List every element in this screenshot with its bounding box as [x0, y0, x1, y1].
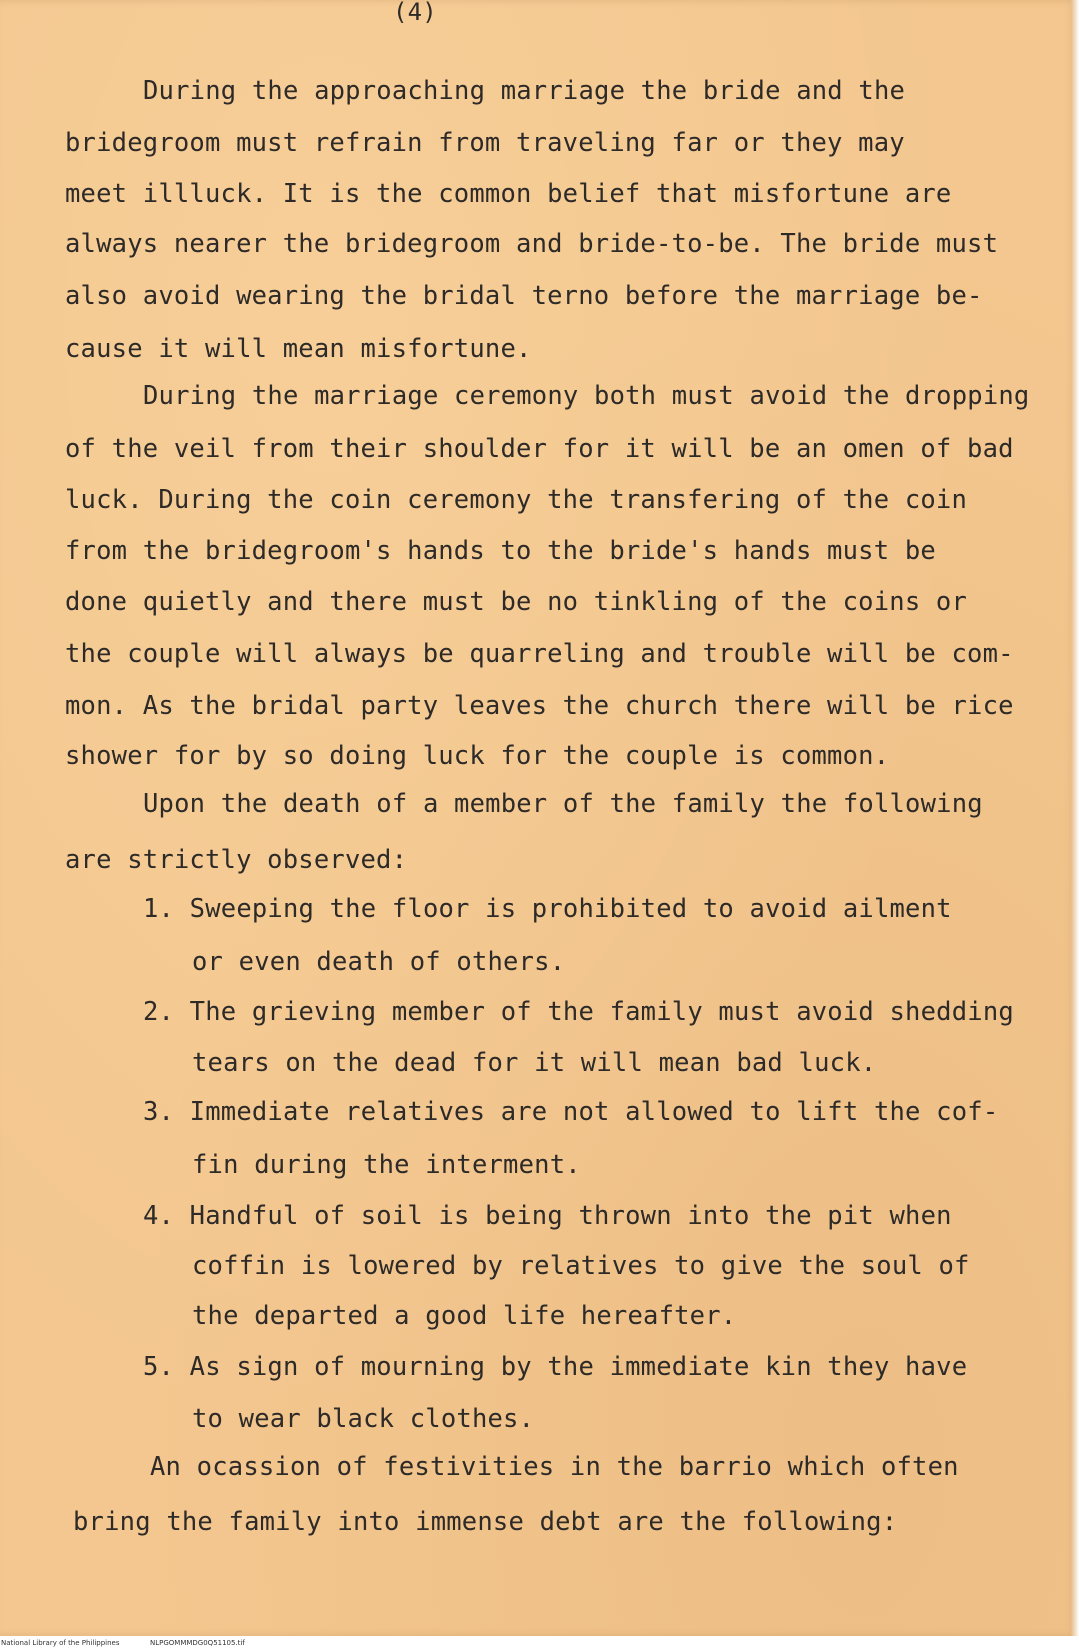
- text-line: of the veil from their shoulder for it will be an omen of bad: [65, 434, 1014, 464]
- text-line: meet illluck. It is the common belief that misfortune are: [65, 179, 952, 209]
- list-item: 3. Immediate relatives are not allowed to lift the cof-: [143, 1097, 999, 1127]
- text-line: During the marriage ceremony both must avoid the dropping: [143, 381, 1030, 411]
- text-line: from the bridegroom's hands to the bride's hands must be: [65, 536, 936, 566]
- list-item: 4. Handful of soil is being thrown into the pit when: [143, 1201, 952, 1231]
- list-item-continuation: the departed a good life hereafter.: [192, 1301, 737, 1331]
- text-line: Upon the death of a member of the family the following: [143, 789, 983, 819]
- list-item: 1. Sweeping the floor is prohibited to avoid ailment: [143, 894, 952, 924]
- page-number: (4): [393, 0, 437, 26]
- list-item-continuation: to wear black clothes.: [192, 1404, 535, 1434]
- list-item-continuation: fin during the interment.: [192, 1150, 581, 1180]
- text-line: bring the family into immense debt are the following:: [73, 1507, 898, 1537]
- text-line: always nearer the bridegroom and bride-to-be. The bride must: [65, 229, 999, 259]
- text-line: are strictly observed:: [65, 845, 408, 875]
- text-line: mon. As the bridal party leaves the church there will be rice: [65, 691, 1014, 721]
- page-edge: [1071, 0, 1079, 1636]
- text-line: luck. During the coin ceremony the transfering of the coin: [65, 485, 968, 515]
- list-item-continuation: tears on the dead for it will mean bad luck.: [192, 1048, 877, 1078]
- text-line: shower for by so doing luck for the couple is common.: [65, 741, 890, 771]
- list-item-continuation: or even death of others.: [192, 947, 566, 977]
- text-line: done quietly and there must be no tinkling of the coins or: [65, 587, 968, 617]
- text-line: also avoid wearing the bridal terno before the marriage be-: [65, 281, 983, 311]
- scan-footer: [0, 1637, 1079, 1650]
- file-id: NLPGOMMMDG0Q51105.tif: [150, 1639, 245, 1647]
- text-line: During the approaching marriage the bride and the: [143, 76, 906, 106]
- list-item-continuation: coffin is lowered by relatives to give the soul of: [192, 1251, 970, 1281]
- list-item: 2. The grieving member of the family must avoid shedding: [143, 997, 1014, 1027]
- text-line: cause it will mean misfortune.: [65, 334, 532, 364]
- text-line: bridegroom must refrain from traveling far or they may: [65, 128, 905, 158]
- library-credit: National Library of the Philippines: [1, 1639, 120, 1647]
- text-line: An ocassion of festivities in the barrio which often: [150, 1452, 959, 1482]
- text-line: the couple will always be quarreling and trouble will be com-: [65, 639, 1014, 669]
- list-item: 5. As sign of mourning by the immediate kin they have: [143, 1352, 968, 1382]
